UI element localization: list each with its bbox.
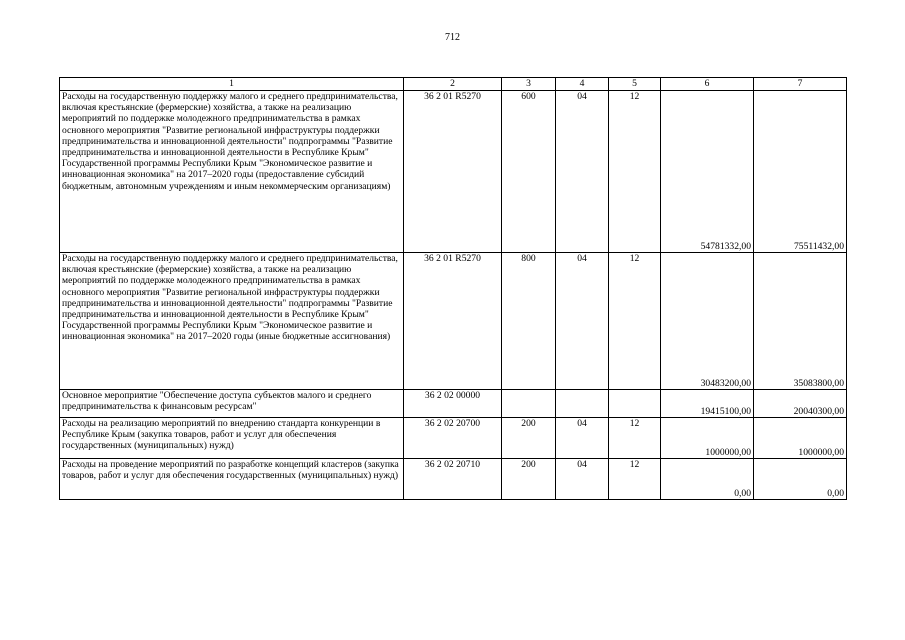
row-col7: 20040300,00 xyxy=(754,390,847,418)
row-col3: 600 xyxy=(502,91,556,253)
row-description: Расходы на государственную поддержку малого и среднего предпринимательства, включая крестьянские (фермерские) хозяйства, а также на реализацию мероприятий по поддержке молодежного предпринимательства в рамках основного мероприятия "Развитие региональной инфраструктуры поддержки предпринимательства и инновационной деятельности" подпрограммы "Развитие предпринимательства и инновационной деятельности в Республике Крым" Государственной программы Республики Крым "Экономическое развитие и инновационная экономика" на 2017–2020 годы (иные бюджетные ассигнования) xyxy=(60,253,404,390)
budget-table xyxy=(59,77,847,500)
table-row xyxy=(60,390,847,418)
row-col6: 19415100,00 xyxy=(661,390,754,418)
column-header: 3 xyxy=(502,78,556,91)
row-col4 xyxy=(556,390,609,418)
column-header: 4 xyxy=(556,78,609,91)
row-col4: 04 xyxy=(556,253,609,390)
table-row xyxy=(60,253,847,390)
row-col6: 0,00 xyxy=(661,459,754,500)
column-header: 1 xyxy=(60,78,404,91)
row-code: 36 2 02 20710 xyxy=(404,459,502,500)
row-col7: 35083800,00 xyxy=(754,253,847,390)
row-col3: 800 xyxy=(502,253,556,390)
row-code: 36 2 02 00000 xyxy=(404,390,502,418)
table-header-row xyxy=(60,78,847,91)
row-code: 36 2 01 R5270 xyxy=(404,91,502,253)
row-col5: 12 xyxy=(609,91,661,253)
row-col7: 75511432,00 xyxy=(754,91,847,253)
row-col6: 54781332,00 xyxy=(661,91,754,253)
table-row xyxy=(60,418,847,459)
row-col3 xyxy=(502,390,556,418)
row-col3: 200 xyxy=(502,418,556,459)
row-col5: 12 xyxy=(609,253,661,390)
row-col4: 04 xyxy=(556,91,609,253)
row-code: 36 2 01 R5270 xyxy=(404,253,502,390)
row-description: Расходы на реализацию мероприятий по внедрению стандарта конкуренции в Республике Крым (закупка товаров, работ и услуг для обеспечения государственных (муниципальных) нужд) xyxy=(60,418,404,459)
table-row xyxy=(60,459,847,500)
row-col6: 30483200,00 xyxy=(661,253,754,390)
row-col5: 12 xyxy=(609,418,661,459)
column-header: 6 xyxy=(661,78,754,91)
row-col4: 04 xyxy=(556,459,609,500)
column-header: 5 xyxy=(609,78,661,91)
page-number: 712 xyxy=(445,32,460,43)
row-description: Расходы на проведение мероприятий по разработке концепций кластеров (закупка товаров, работ и услуг для обеспечения государственных (муниципальных) нужд) xyxy=(60,459,404,500)
column-header: 2 xyxy=(404,78,502,91)
row-col7: 1000000,00 xyxy=(754,418,847,459)
row-description: Основное мероприятие "Обеспечение доступа субъектов малого и среднего предпринимательства к финансовым ресурсам" xyxy=(60,390,404,418)
row-col5: 12 xyxy=(609,459,661,500)
row-col4: 04 xyxy=(556,418,609,459)
row-col3: 200 xyxy=(502,459,556,500)
row-col6: 1000000,00 xyxy=(661,418,754,459)
table-row xyxy=(60,91,847,253)
column-header: 7 xyxy=(754,78,847,91)
row-col7: 0,00 xyxy=(754,459,847,500)
row-code: 36 2 02 20700 xyxy=(404,418,502,459)
row-col5 xyxy=(609,390,661,418)
row-description: Расходы на государственную поддержку малого и среднего предпринимательства, включая крестьянские (фермерские) хозяйства, а также на реализацию мероприятий по поддержке молодежного предпринимательства в рамках основного мероприятия "Развитие региональной инфраструктуры поддержки предпринимательства и инновационной деятельности" подпрограммы "Развитие предпринимательства и инновационной деятельности в Республике Крым" Государственной программы Республики Крым "Экономическое развитие и инновационная экономика" на 2017–2020 годы (предоставление субсидий бюджетным, автономным учреждениям и иным некоммерческим организациям) xyxy=(60,91,404,253)
